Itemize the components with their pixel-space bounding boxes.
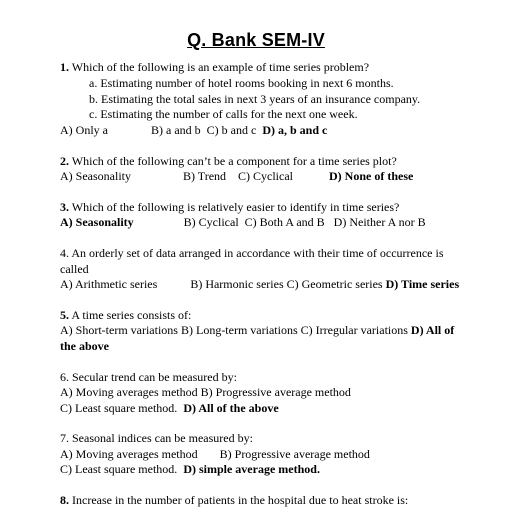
option-b: B) Long-term variations: [180, 323, 298, 337]
option-c: C) Both A and B: [244, 215, 325, 229]
option-c: C) Cyclical: [238, 169, 293, 183]
option-b: B) Progressive average method: [200, 385, 351, 399]
option-b: B) Harmonic series: [190, 277, 284, 291]
question-number: 7.: [60, 431, 69, 445]
answer-options: [60, 215, 426, 230]
option-a: A) Moving averages method: [60, 385, 198, 399]
answer-options: [60, 385, 351, 400]
option-a: A) Arithmetic series: [60, 277, 158, 291]
question-text: Which of the following is relatively easier to identify in time series?: [71, 200, 400, 214]
question-text: Which of the following can’t be a component for a time series plot?: [71, 154, 397, 168]
question-1: [60, 60, 369, 75]
question-5: [60, 308, 191, 323]
question-4: [60, 246, 444, 261]
question-number: 4.: [60, 246, 69, 260]
option-d-correct: D) a, b and c: [262, 123, 328, 137]
option-a: A) Short-term variations: [60, 323, 178, 337]
option-d-correct: D) All of: [410, 323, 455, 337]
answer-options: [60, 462, 320, 477]
question-number: 3.: [60, 200, 69, 214]
answer-options: [60, 323, 454, 338]
question-number: 6.: [60, 370, 69, 384]
answer-options: [60, 277, 459, 292]
question-text-continued: called: [60, 262, 89, 276]
option-b: B) Progressive average method: [219, 447, 370, 461]
sub-option: c. Estimating the number of calls for the next one week.: [89, 107, 358, 121]
question-3: [60, 200, 399, 215]
question-text: Secular trend can be measured by:: [72, 370, 237, 384]
question-number: 1.: [60, 60, 69, 74]
answer-options: [60, 401, 279, 416]
option-b: B) a and b: [151, 123, 201, 137]
question-6: [60, 370, 237, 385]
option-d: D) Neither A nor B: [333, 215, 426, 229]
question-text: An orderly set of data arranged in accordance with their time of occurrence is: [71, 246, 444, 260]
question-7: [60, 431, 253, 446]
option-b: B) Cyclical: [183, 215, 239, 229]
option-a: A) Seasonality: [60, 169, 131, 183]
answer-options: [60, 169, 413, 184]
page-title: Q. Bank SEM-IV: [187, 30, 325, 50]
option-c: C) Irregular variations: [300, 323, 408, 337]
option-c: C) b and c: [206, 123, 257, 137]
option-c: C) Geometric series: [286, 277, 383, 291]
option-a: A) Moving averages method: [60, 447, 198, 461]
answer-options: [60, 123, 327, 138]
question-number: 2.: [60, 154, 69, 168]
option-c: C) Least square method.: [60, 462, 178, 476]
option-a-correct: A) Seasonality: [60, 215, 134, 229]
question-text: Increase in the number of patients in the hospital due to heat stroke is:: [72, 493, 409, 507]
option-d-continued: the above: [60, 339, 109, 353]
option-b: B) Trend: [183, 169, 227, 183]
question-number: 5.: [60, 308, 69, 322]
sub-option: a. Estimating number of hotel rooms booking in next 6 months.: [89, 76, 394, 90]
option-d-correct: D) simple average method.: [183, 462, 320, 476]
option-a: A) Only a: [60, 123, 108, 137]
sub-option: b. Estimating the total sales in next 3 years of an insurance company.: [89, 92, 421, 106]
option-c: C) Least square method.: [60, 401, 178, 415]
question-text: A time series consists of:: [71, 308, 192, 322]
option-d-correct: D) Time series: [385, 277, 460, 291]
option-d-correct: D) All of the above: [183, 401, 279, 415]
question-text: Which of the following is an example of time series problem?: [71, 60, 370, 74]
question-number: 8.: [60, 493, 69, 507]
question-8: [60, 493, 408, 508]
question-text: Seasonal indices can be measured by:: [72, 431, 253, 445]
option-d-correct: D) None of these: [329, 169, 414, 183]
answer-options: [60, 447, 370, 462]
question-2: [60, 154, 397, 169]
